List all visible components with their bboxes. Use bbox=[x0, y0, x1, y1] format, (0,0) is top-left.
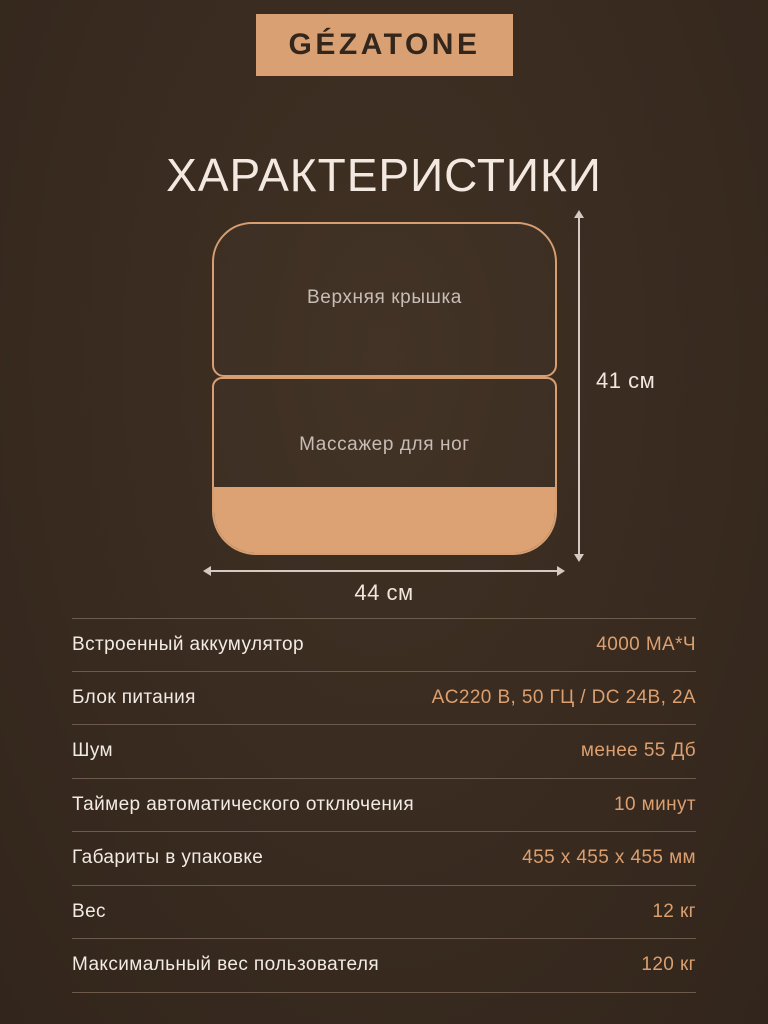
height-dimension-arrow-icon bbox=[578, 217, 580, 555]
spec-value: менее 55 Дб bbox=[580, 740, 696, 762]
spec-name: Встроенный аккумулятор bbox=[72, 633, 304, 655]
width-dimension-arrow-icon bbox=[210, 570, 558, 572]
spec-value: 455 х 455 х 455 мм bbox=[522, 847, 696, 869]
specifications-table bbox=[72, 618, 696, 993]
spec-value: AC220 В, 50 ГЦ / DC 24В, 2А bbox=[431, 686, 696, 708]
table-row bbox=[72, 618, 696, 672]
spec-name: Шум bbox=[72, 740, 113, 762]
spec-value: 120 кг bbox=[641, 954, 696, 976]
spec-name: Таймер автоматического отключения bbox=[72, 793, 415, 815]
brand-name: GÉZATONE bbox=[288, 28, 481, 61]
page-title: ХАРАКТЕРИСТИКИ bbox=[166, 148, 602, 201]
spec-name: Максимальный вес пользователя bbox=[72, 954, 380, 976]
spec-value: 12 кг bbox=[652, 900, 696, 922]
brand-logo-plate bbox=[256, 14, 513, 76]
height-dimension-label: 41 см bbox=[596, 368, 656, 393]
table-row bbox=[72, 725, 696, 779]
table-row bbox=[72, 672, 696, 726]
table-row bbox=[72, 939, 696, 993]
product-body-base bbox=[212, 487, 557, 555]
width-dimension-label: 44 см bbox=[354, 580, 414, 605]
table-row bbox=[72, 886, 696, 940]
product-body-shape bbox=[212, 377, 557, 555]
product-body-label: Массажер для ног bbox=[299, 434, 470, 455]
spec-name: Вес bbox=[72, 900, 106, 922]
table-row bbox=[72, 779, 696, 833]
spec-name: Габариты в упаковке bbox=[72, 847, 264, 869]
spec-name: Блок питания bbox=[72, 686, 196, 708]
product-lid-label: Верхняя крышка bbox=[307, 287, 462, 308]
table-row bbox=[72, 832, 696, 886]
spec-value: 10 минут bbox=[614, 793, 696, 815]
product-dimensions-diagram bbox=[0, 205, 768, 605]
spec-value: 4000 МА*Ч bbox=[596, 633, 696, 655]
